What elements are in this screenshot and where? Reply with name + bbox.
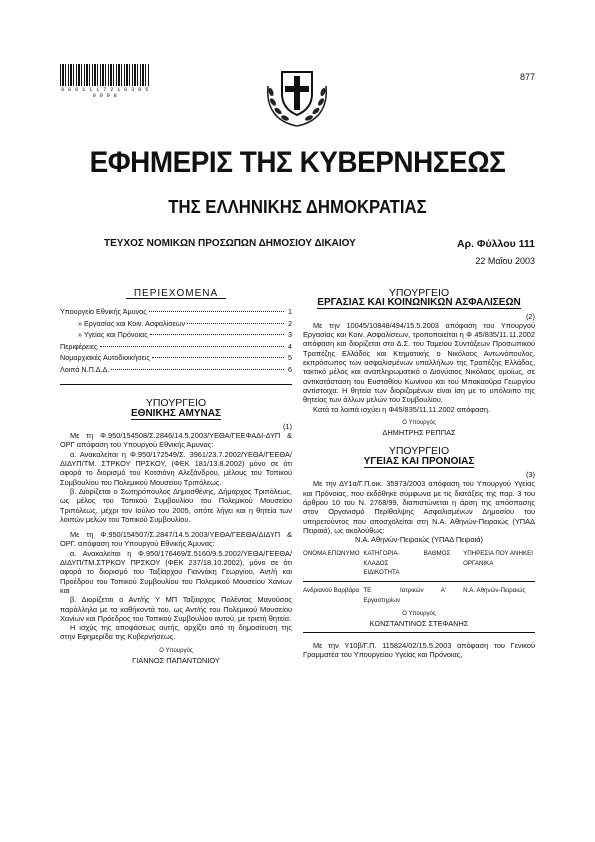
paragraph: α. Ανακαλείται η Φ.950/176469/Σ.5160/9.5.2002/ΥΕΘΑ/ΓΕΕΘΑ/ΔΙΔΥΠ/ΤΜ.ΣΤΡΚΟΥ ΠΡΣΚΟΥ (ΦΕΚ 237/18.10.2002), μόνο σε ότι αφορά το διορισμό του Ταξίαρχου Γιαννάκη Γεωργίου, Αντ/ή και Προέδρου του Τοπικού Συμβουλίου του Πολεμικού Μουσείου Χανίων και (60, 548, 292, 595)
table-cell: Ανδριανού Βαρβάρα (303, 587, 360, 595)
signature-name: ΓΙΑΝΝΟΣ ΠΑΠΑΝΤΩΝΙΟΥ (132, 656, 220, 666)
signature-name: ΔΗΜΗΤΡΗΣ ΡΕΠΠΑΣ (382, 428, 456, 438)
table-cell: Α' (440, 587, 446, 595)
table-header: ΥΠΗΡΕΣΙΑ ΠΟΥ ΑΝΗΚΕΙ ΟΡΓΑΝΙΚΑ (463, 549, 535, 581)
table-cell: Ν.Α. Αθηνών-Πειραιώς (463, 587, 526, 595)
paragraph: Η ισχύς της αποφάσεως αυτής, αρχίζει από τη δημοσίευση της στην Εφημερίδα της Κυβερνήσεως. (60, 623, 292, 642)
department-heading: ΥΓΕΙΑΣ ΚΑΙ ΠΡΟΝΟΙΑΣ (363, 455, 475, 467)
paragraph: Με τη Φ.950/154507/Σ.2847/14.5.2003/ΥΕΘΑ/ΓΕΕΘΑ/ΔΙΔΥΠ & ΟΡΓ. απόφαση του Υπουργού Εθνικής Άμυνας: (60, 530, 292, 549)
paragraph: β. Διορίζεται ο Αντ/ής Υ ΜΠ Ταξίαρχος Πολέντας Μανούσος παράλληλα με τα καθήκοντά του, ως Αντ/ής του Πολεμικού Μουσείου Χανίων και Πρόεδρος του Τοπικού Συμβουλίου αυτού, με τριετή θητεία. (60, 595, 292, 623)
left-column (60, 284, 292, 665)
decision-number: (1) (282, 421, 292, 431)
right-column (303, 284, 535, 659)
table-header: ΚΑΤΗΓΟΡΙΑ-ΚΛΑΔΟΣ ΕΙΔΙΚΟΤΗΤΑ (363, 549, 423, 581)
paragraph: Με την Υ10β/Γ.Π. 115824/02/15.5.2003 απόφαση του Γενικού Γραμματέα του Υπουργείου Υγείας και Πρόνοιας, (303, 640, 535, 659)
barcode (60, 64, 150, 86)
toc-row[interactable]: Υπουργείο Εθνικής Άμυνας 1 (60, 307, 292, 317)
table-header: ΟΝΟΜΑ ΕΠΩΝΥΜΟ (303, 549, 363, 581)
table-header: ΒΑΘΜΟΣ (424, 549, 463, 581)
paragraph: α. Ανακαλείται η Φ.950/172549/Σ. 3961/23.7.2002/ΥΕΘΑ/ΓΕΕΘΑ/ΔΙΔΥΠ/ΤΜ. ΣΤΡΚΟΥ ΠΡΣΚΟΥ, (ΦΕΚ 181/13.8.2002) μόνο σε ότι αφορά το διορισμό του Κοτσιάνη Αλεξάνδρου, μέλους του Τοπικού Συμβουλίου του Πολεμικού Μουσείου Τριπόλεως. (60, 449, 292, 487)
toc-row[interactable]: Λοιπά Ν.Π.Δ.Δ. 6 (60, 364, 292, 374)
paragraph: Με τη Φ.950/154508/Σ.2846/14.5.2003/ΥΕΘΑ/ΓΕΕΦΑΔΙ-ΔΥΠ & ΟΡΓ απόφαση του Υπουργού Εθνικής Άμυνας: (60, 431, 292, 450)
issue-date: 22 Μαΐου 2003 (475, 256, 535, 266)
paragraph: Με την 10045/10848/494/15.5.2003 απόφαση του Υπουργού Εργασίας και Κοιν. Ασφαλίσεων, τροποποιείται η Φ 45/835/11.11.2002 απόφαση και διορίζεται στο Δ.Σ. του Ταμείου Συντάξεων Προσωπικού Τραπέζης Ελλάδος και Κτηματικής ο Νικόλαος Αντωνόπουλος, εκπρόσωπος των ασφαλισμένων υπαλλήλων της Τραπέζης Ελλάδος, τακτικό μέλος και αναπληρωματικό ο Διονύσιος Νικόλαος ομοίως, σε αντικατάσταση του Ευσταθίου Κωνίνου και του Μπακαούρα Γεωργίου αντίστοιχα. Η θητεία των διοριζομένων είναι ίση με το υπόλοιπο της θητείας των άλλων μελών του Συμβουλίου. (303, 320, 535, 405)
table-header-row (303, 549, 535, 581)
signature-label: Ο Υπουργός (159, 647, 193, 654)
sheet-number: Αρ. Φύλλου 111 (457, 238, 535, 250)
table-cell: ΤΕ Ιατρικών Εργαστηρίων (363, 587, 424, 604)
gazette-subtitle: ΤΗΣ ΕΛΛΗΝΙΚΗΣ ΔΗΜΟΚΡΑΤΙΑΣ (168, 197, 427, 217)
department-heading: ΕΡΓΑΣΙΑΣ ΚΑΙ ΚΟΙΝΩΝΙΚΩΝ ΑΣΦΑΛΙΣΕΩΝ (317, 297, 521, 309)
signature-label: Ο Υπουργός (402, 610, 436, 617)
paragraph: β. Διορίζεται ο Σωτηρόπουλος Δημοσθένης, Δήμαρχος Τριπόλεως, ως μέλος του Τοπικού Συμβουλίου του Πολεμικού Μουσείου Τριπόλεως, μέχρι τον Ιούλιο του 2005, οπότε λήγει και η θητεία των λοιπών μελών του Τοπικού Συμβουλίου. (60, 486, 292, 524)
page-number: 877 (519, 72, 535, 82)
greek-coat-of-arms-emblem (262, 62, 332, 130)
toc-row[interactable]: Περιφέρειες 4 (60, 341, 292, 351)
decision-number: (2) (525, 311, 535, 321)
department-heading: ΕΘΝΙΚΗΣ ΑΜΥΝΑΣ (131, 407, 221, 419)
toc-title: ΠΕΡΙΕΧΟΜΕΝΑ (126, 289, 226, 299)
paragraph: Με την ΔΥ1α/Γ.Π.οικ. 35973/2003 απόφαση του Υπουργού Υγείας και Πρόνοιας, που εκδόθηκε σύμφωνα με τις διατάξεις της παρ. 3 του άρθρου 10 του Ν. 2768/99, διαπιστώνεται η άρση της απόσπασης στον Οργανισμό Περίθαλψης Ασφαλισμένων Δημοσίου του υπηρετούντος που αποσχολείται στη Ν.Α. Αθηνών-Πειραιώς (ΥΠΑΔ Πειραιά), ως ακολούθως: (303, 479, 535, 535)
table-row (303, 582, 535, 605)
decision-number: (3) (525, 470, 535, 480)
signature-label: Ο Υπουργός (402, 419, 436, 426)
ministry-heading: ΥΠΟΥΡΓΕΙΟ (388, 287, 450, 299)
ministry-heading: ΥΠΟΥΡΓΕΙΟ (145, 397, 207, 410)
barcode-number: 0 0 0 1 1 1 7 2 1 0 3 0 5 0 0 0 8 (61, 87, 149, 99)
toc-row[interactable]: » Εργασίας και Κοιν. Ασφαλίσεων 2 (78, 318, 292, 328)
issue-type: ΤΕΥΧΟΣ ΝΟΜΙΚΩΝ ΠΡΟΣΩΠΩΝ ΔΗΜΟΣΙΟΥ ΔΙΚΑΙΟΥ (104, 238, 356, 249)
toc-row[interactable]: » Υγείας και Πρόνοιας 3 (78, 330, 292, 340)
staff-table (303, 549, 535, 604)
ministry-heading: ΥΠΟΥΡΓΕΙΟ (388, 445, 450, 458)
toc-row[interactable]: Νομαρχιακές Αυτοδιοικήσεις 5 (60, 353, 292, 363)
gazette-title: ΕΦΗΜΕΡΙΣ ΤΗΣ ΚΥΒΕΡΝΗΣΕΩΣ (89, 146, 506, 179)
signature-name: ΚΩΝΣΤΑΝΤΙΝΟΣ ΣΤΕΦΑΝΗΣ (369, 619, 469, 629)
paragraph: Ν.Α. Αθηνών-Πειραιώς (ΥΠΑΔ Πειραιά) (355, 535, 483, 545)
paragraph: Κατά τα λοιπά ισχύει η Φ45/835/11.11.2002 απόφαση. (313, 404, 491, 414)
